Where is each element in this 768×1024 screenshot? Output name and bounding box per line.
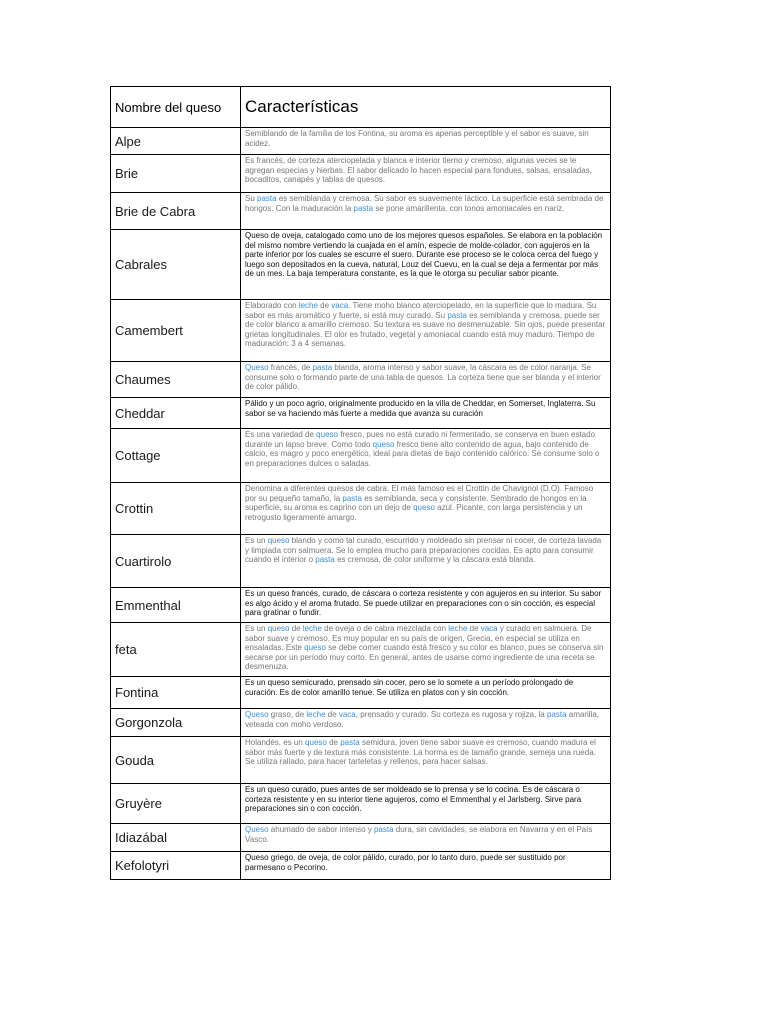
- cheese-name: Crottin: [111, 483, 241, 535]
- description-text: Elaborado con: [245, 301, 299, 310]
- glossary-link[interactable]: pasta: [353, 203, 374, 213]
- glossary-link[interactable]: vaca: [331, 301, 349, 310]
- description-text: Denomina a diferentes quesos de cabra. El más famoso es el Crottin de Chavignol (D.O). Famoso por su pequeño tamaño, la: [245, 484, 594, 503]
- glossary-link[interactable]: pasta: [257, 194, 277, 203]
- description-text: de: [325, 710, 339, 719]
- glossary-link[interactable]: pasta: [546, 710, 567, 719]
- description-text: es semiblanda y cremosa, puede ser de color blanco a amarillo cremoso. Su textura es suave no desmenuzable. Sin ojos, puede presentar grietas longitudinales. El olor es frutado, vegetal y amoniacal cuando está muy maduro. Tiempo de maduración: 3 a 4 semanas.: [245, 310, 606, 348]
- cheese-description: [241, 677, 611, 709]
- description-text: Su: [245, 194, 258, 203]
- cheese-name: feta: [111, 623, 241, 677]
- cheese-table: [110, 86, 611, 880]
- cheese-description: [241, 737, 611, 784]
- table-row: [111, 677, 611, 709]
- description-text: francés, de: [268, 363, 313, 372]
- cheese-name: Idiazábal: [111, 824, 241, 852]
- cheese-description: [241, 709, 611, 737]
- description-text: . Tiene moho blanco aterciopelado, en la superficie que lo madura. Su sabor es más aromático y fuerte, si está muy curado. Su: [245, 301, 597, 320]
- glossary-link[interactable]: queso: [304, 643, 326, 652]
- table-row: [111, 300, 611, 362]
- table-row: [111, 784, 611, 824]
- description-text: de: [467, 624, 481, 633]
- description-text: de: [289, 624, 303, 633]
- cheese-description: [241, 784, 611, 824]
- description-text: Queso griego, de oveja, de color pálido, curado, por lo tanto duro, puede ser sustituido por parmesano o Pecorino.: [245, 853, 566, 872]
- table-row: [111, 429, 611, 483]
- glossary-link[interactable]: queso: [316, 430, 338, 439]
- table-row: [111, 230, 611, 300]
- description-text: es cremosa, de color uniforme y la cáscara está blanda.: [334, 555, 536, 564]
- description-text: Es un: [245, 624, 268, 633]
- glossary-link[interactable]: queso: [372, 439, 395, 449]
- cheese-description: [241, 230, 611, 300]
- cheese-description: [241, 362, 611, 398]
- cheese-name: Alpe: [111, 128, 241, 155]
- glossary-link[interactable]: pasta: [312, 363, 333, 372]
- description-text: azul. Picante, con larga persistencia y un retrogusto ligeramente amargo.: [245, 503, 583, 522]
- cheese-name: Cottage: [111, 429, 241, 483]
- glossary-link[interactable]: leche: [448, 624, 468, 633]
- cheese-description: [241, 824, 611, 852]
- cheese-rows: [111, 128, 611, 880]
- description-text: Pálido y un poco agrio, originalmente producido en la villa de Cheddar, en Somerset, Inglaterra. Su sabor se va haciendo más fuerte a medida que avanza su curación: [245, 399, 596, 418]
- cheese-description: [241, 623, 611, 677]
- glossary-link[interactable]: Queso: [245, 825, 269, 834]
- cheese-description: [241, 483, 611, 535]
- description-text: Es francés, de corteza aterciopelada y blanca e interior tierno y cremoso, algunas veces se le agregan especias y hierbas. El sabor delicado lo hacen especial para fondues, salsas, ensaladas, bocaditos, canapés y tablas de quesos.: [245, 156, 592, 184]
- cheese-name: Gruyère: [111, 784, 241, 824]
- table-row: [111, 193, 611, 230]
- glossary-link[interactable]: leche: [302, 624, 322, 633]
- cheese-description: [241, 852, 611, 880]
- glossary-link[interactable]: queso: [413, 503, 435, 512]
- cheese-description: [241, 535, 611, 588]
- glossary-link[interactable]: Queso: [245, 363, 269, 372]
- glossary-link[interactable]: pasta: [342, 493, 362, 503]
- table-row: [111, 824, 611, 852]
- cheese-description: [241, 300, 611, 362]
- table-row: [111, 398, 611, 429]
- description-text: fresco, pues no está curado ni fermentado, se conserva en buen estado durante un lapso breve. Como todo: [245, 430, 596, 449]
- cheese-description: [241, 429, 611, 483]
- cheese-name: Chaumes: [111, 362, 241, 398]
- cheese-description: [241, 155, 611, 193]
- cheese-name: Brie de Cabra: [111, 193, 241, 230]
- description-text: graso, de: [268, 710, 307, 719]
- cheese-name: Kefolotyri: [111, 852, 241, 880]
- table-row: [111, 852, 611, 880]
- description-text: se debe comer cuando está fresco y su color es blanco, pues se conserva sin secarse por un período muy corto. En general, antes de usarse como ingrediente de una receta se desmenuza.: [245, 643, 604, 671]
- description-text: amarilla, veteada con moho verdoso.: [245, 710, 600, 729]
- cheese-name: Cabrales: [111, 230, 241, 300]
- cheese-name: Camembert: [111, 300, 241, 362]
- description-text: Es un queso francés, curado, de cáscara o corteza resistente y con agujeros en su interior. Su sabor es algo ácido y el aroma frutado. Se puede utilizar en preparaciones con o sin cocción, es especial para gratinar o fundir.: [245, 589, 602, 617]
- description-text: de: [317, 301, 332, 310]
- description-text: se pone amarillenta, con tonos amoniacales en nariz.: [373, 203, 565, 213]
- cheese-description: [241, 398, 611, 429]
- description-text: ahumado de sabor intenso y: [268, 825, 374, 834]
- description-text: es semiblanda y cremosa. Su sabor es suavemente láctico. La superficie está sembrada de hongos. Con la maduración la: [245, 194, 604, 213]
- description-text: blando y como tal curado, escurrido y moldeado sin prensar ni cocer, de corteza lavada y limpiada con salmuera. Se lo emplea mucho para preparaciones cocidas. Es apto para consumir cuando el interior o: [245, 536, 602, 564]
- glossary-link[interactable]: leche: [306, 710, 326, 719]
- description-text: , prensado y curado. Su corteza es rugosa y rojiza, la: [355, 710, 547, 719]
- glossary-link[interactable]: Queso: [245, 710, 269, 719]
- table-row: [111, 737, 611, 784]
- description-text: Semiblando de la familia de los Fontina, su aroma es apenas perceptible y el sabor es suave, sin acidez.: [245, 129, 589, 148]
- description-text: Queso de oveja, catalogado como uno de los mejores quesos españoles. Se elabora en la población del mismo nombre vertiendo la cuajada en el amín, especie de molde-colador, con agujeros en la parte inferior por los cuales se escurre el suero. Durante ese proceso se le coloca cerca del fuego y luego son depositados en la cueva, natural, Louz del Cuevu, en la cual se deja a fermentar por más de un mes. La baja temperatura constante, es la que le otorga su peculiar sabor picante.: [245, 231, 603, 278]
- glossary-link[interactable]: leche: [298, 301, 318, 310]
- description-text: es semiblanda, seca y consistente. Sembrado de hongos en la superficie, su aroma es caprino con un dejo de: [245, 493, 587, 512]
- description-text: de: [326, 738, 341, 747]
- cheese-name: Fontina: [111, 677, 241, 709]
- table-row: [111, 709, 611, 737]
- cheese-description: [241, 128, 611, 155]
- glossary-link[interactable]: vaca: [338, 710, 356, 719]
- glossary-link[interactable]: pasta: [447, 310, 467, 320]
- header-row: [111, 87, 611, 128]
- header-name-column: Nombre del queso: [111, 87, 241, 128]
- cheese-name: Emmenthal: [111, 588, 241, 623]
- cheese-name: Gorgonzola: [111, 709, 241, 737]
- cheese-name: Cheddar: [111, 398, 241, 429]
- glossary-link[interactable]: queso: [267, 536, 290, 545]
- cheese-description: [241, 193, 611, 230]
- description-text: dura, sin cavidades, se elabora en Navarra y en el País Vasco.: [245, 825, 593, 844]
- glossary-link[interactable]: pasta: [315, 555, 335, 564]
- cheese-name: Cuartirolo: [111, 535, 241, 588]
- description-text: Es una variedad de: [245, 430, 317, 439]
- description-text: Es un queso curado, pues antes de ser moldeado se lo prensa y se lo cocina. Es de cáscara o corteza resistente y en su interior tiene agujeros, como el Emmenthal y el Jarlsberg. Sirve para preparaciones sin o con cocción.: [245, 785, 582, 813]
- description-text: blanda, aroma intenso y sabor suave, la cáscara es de color naranja. Se consume solo o formando parte de una tabla de quesos. La corteza tiene que ser blanda y el interior de color pálido.: [245, 363, 601, 391]
- table-row: [111, 623, 611, 677]
- table-row: [111, 535, 611, 588]
- cheese-description: [241, 588, 611, 623]
- cheese-name: Gouda: [111, 737, 241, 784]
- description-text: fresco tiene alto contenido de agua, bajo contenido de calcio, es magro y poco energético, ideal para dietas de bajo contenido calórico. Se consume solo o en preparaciones dulces o saladas.: [245, 439, 600, 468]
- glossary-link[interactable]: queso: [267, 624, 290, 633]
- glossary-link[interactable]: queso: [305, 738, 327, 747]
- table-row: [111, 128, 611, 155]
- description-text: Es un: [245, 536, 268, 545]
- description-text: de oveja o de cabra mezclada con: [321, 624, 449, 633]
- table-row: [111, 483, 611, 535]
- table-row: [111, 362, 611, 398]
- description-text: y curado en salmuera. De sabor suave y cremoso. Es muy popular en su país de origen, Grecia, en especial se utiliza en ensaladas. Este: [245, 624, 592, 652]
- header-characteristics-column: Características: [241, 87, 611, 128]
- description-text: semidura, joven tiene sabor suave es cremoso, cuando madura el sabor más fuerte y de textura más consistente. La horma es de tamaño grande, semeja una rueda. Se utiliza rallado, para hacer tarteletas y rellenos, para hacer salsas.: [245, 738, 596, 766]
- glossary-link[interactable]: vaca: [480, 624, 498, 633]
- table-row: [111, 588, 611, 623]
- description-text: Es un queso semicurado, prensado sin cocer, pero se lo somete a un período prolongado de curación. Es de color amarillo tenue. Se utiliza en platos con y sin cocción.: [245, 678, 574, 697]
- glossary-link[interactable]: pasta: [373, 825, 394, 834]
- cheese-name: Brie: [111, 155, 241, 193]
- glossary-link[interactable]: pasta: [340, 738, 360, 747]
- table-row: [111, 155, 611, 193]
- description-text: Holandés, es un: [245, 738, 306, 747]
